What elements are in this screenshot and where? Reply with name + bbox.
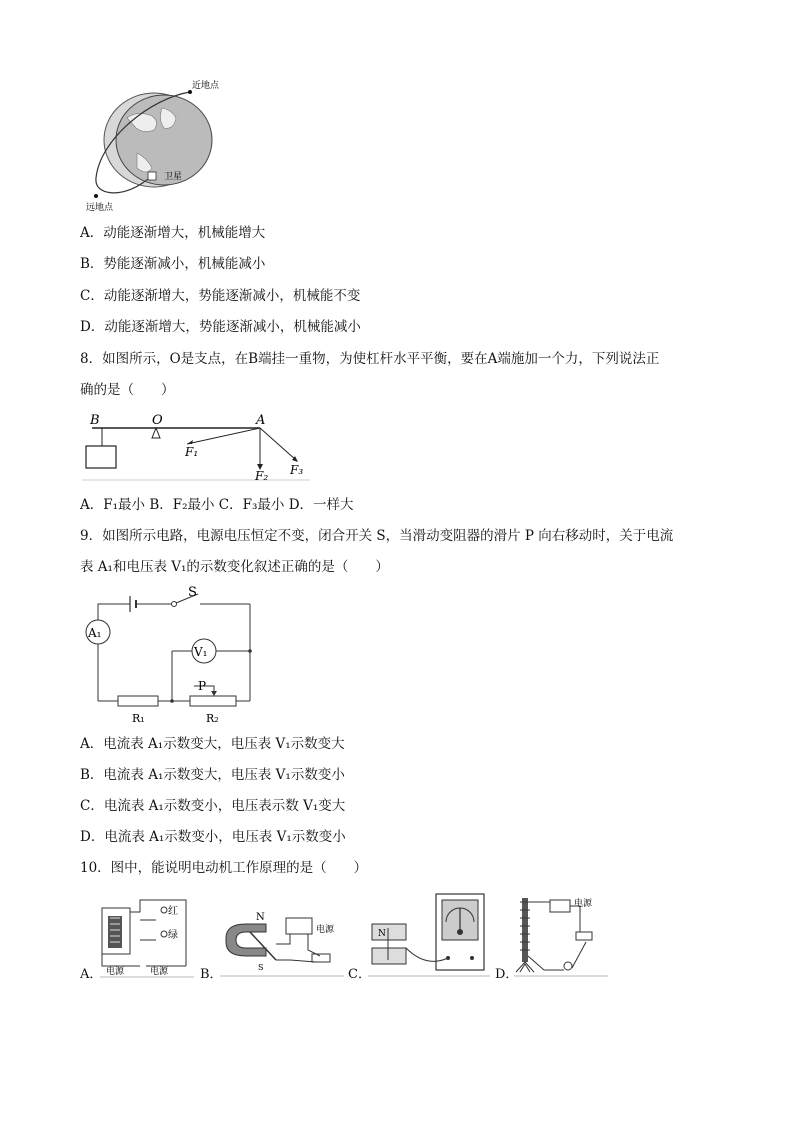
- lever-figure: [82, 408, 310, 482]
- voltmeter-label: V₁: [194, 645, 208, 659]
- q10-stem: 10．图中，能说明电动机工作原理的是（ ）: [80, 860, 368, 876]
- q10-figure-c-generator: [368, 888, 490, 978]
- perigee-label: 近地点: [192, 81, 220, 91]
- relay-red-label: 红: [168, 906, 178, 917]
- q7-option-c: C．动能逐渐增大，势能逐渐减小，机械能不变: [80, 288, 361, 304]
- q10-label-a: A．: [80, 967, 103, 982]
- switch-label: S: [188, 585, 197, 600]
- generator-n-label: N: [378, 929, 386, 939]
- force-f2-label: F₂: [255, 469, 269, 482]
- q9-option-d: D．电流表 A₁示数变小，电压表 V₁示数变小: [80, 829, 346, 845]
- q10-label-d: D．: [495, 967, 519, 982]
- electromagnet-power-label: 电源: [574, 899, 593, 909]
- resistor-r1-label: R₁: [132, 712, 145, 725]
- lever-a-label: A: [256, 413, 266, 428]
- circuit-figure: [82, 584, 257, 726]
- lever-b-label: B: [90, 413, 100, 428]
- lever-o-label: O: [152, 413, 163, 428]
- apogee-label: 远地点: [86, 203, 114, 213]
- satellite-label: 卫星: [164, 172, 183, 182]
- q10-label-b: B．: [200, 967, 223, 982]
- force-f1-label: F₁: [185, 445, 199, 459]
- magnet-s-label: S: [258, 963, 264, 972]
- satellite-orbit-figure: [82, 78, 232, 213]
- q10-label-c: C．: [348, 967, 371, 982]
- q8-options: A．F₁最小 B．F₂最小 C．F₃最小 D．一样大: [80, 497, 354, 513]
- slider-label: P: [198, 679, 207, 693]
- q10-figure-a-relay: [100, 890, 194, 978]
- motor-power-label: 电源: [316, 925, 335, 935]
- q8-stem-line2: 确的是（ ）: [80, 382, 175, 398]
- relay-power-2-label: 电源: [150, 967, 169, 977]
- q7-option-d: D．动能逐渐增大，势能逐渐减小，机械能减小: [80, 319, 361, 335]
- q10-figure-b-motor: [220, 910, 344, 978]
- q10-figure-d-electromagnet: [514, 892, 608, 978]
- q7-option-b: B．势能逐渐减小，机械能减小: [80, 256, 266, 272]
- relay-green-label: 绿: [168, 930, 178, 941]
- q9-option-a: A．电流表 A₁示数变大，电压表 V₁示数变大: [80, 736, 345, 752]
- magnet-n-label: N: [256, 912, 265, 923]
- q9-option-c: C．电流表 A₁示数变小，电压表示数 V₁变大: [80, 798, 346, 814]
- relay-power-1-label: 电源: [106, 967, 125, 977]
- force-f3-label: F₃: [290, 463, 304, 477]
- q9-stem-line1: 9．如图所示电路，电源电压恒定不变，闭合开关 S，当滑动变阻器的滑片 P 向右移动时，关于电流: [80, 528, 674, 544]
- q9-option-b: B．电流表 A₁示数变大，电压表 V₁示数变小: [80, 767, 345, 783]
- q9-stem-line2: 表 A₁和电压表 V₁的示数变化叙述正确的是（ ）: [80, 559, 389, 575]
- q8-stem-line1: 8．如图所示，O是支点，在B端挂一重物，为使杠杆水平平衡，要在A端施加一个力，下列说法正: [80, 351, 660, 367]
- q7-option-a: A．动能逐渐增大，机械能增大: [80, 225, 266, 241]
- ammeter-label: A₁: [88, 626, 102, 640]
- resistor-r2-label: R₂: [206, 712, 219, 725]
